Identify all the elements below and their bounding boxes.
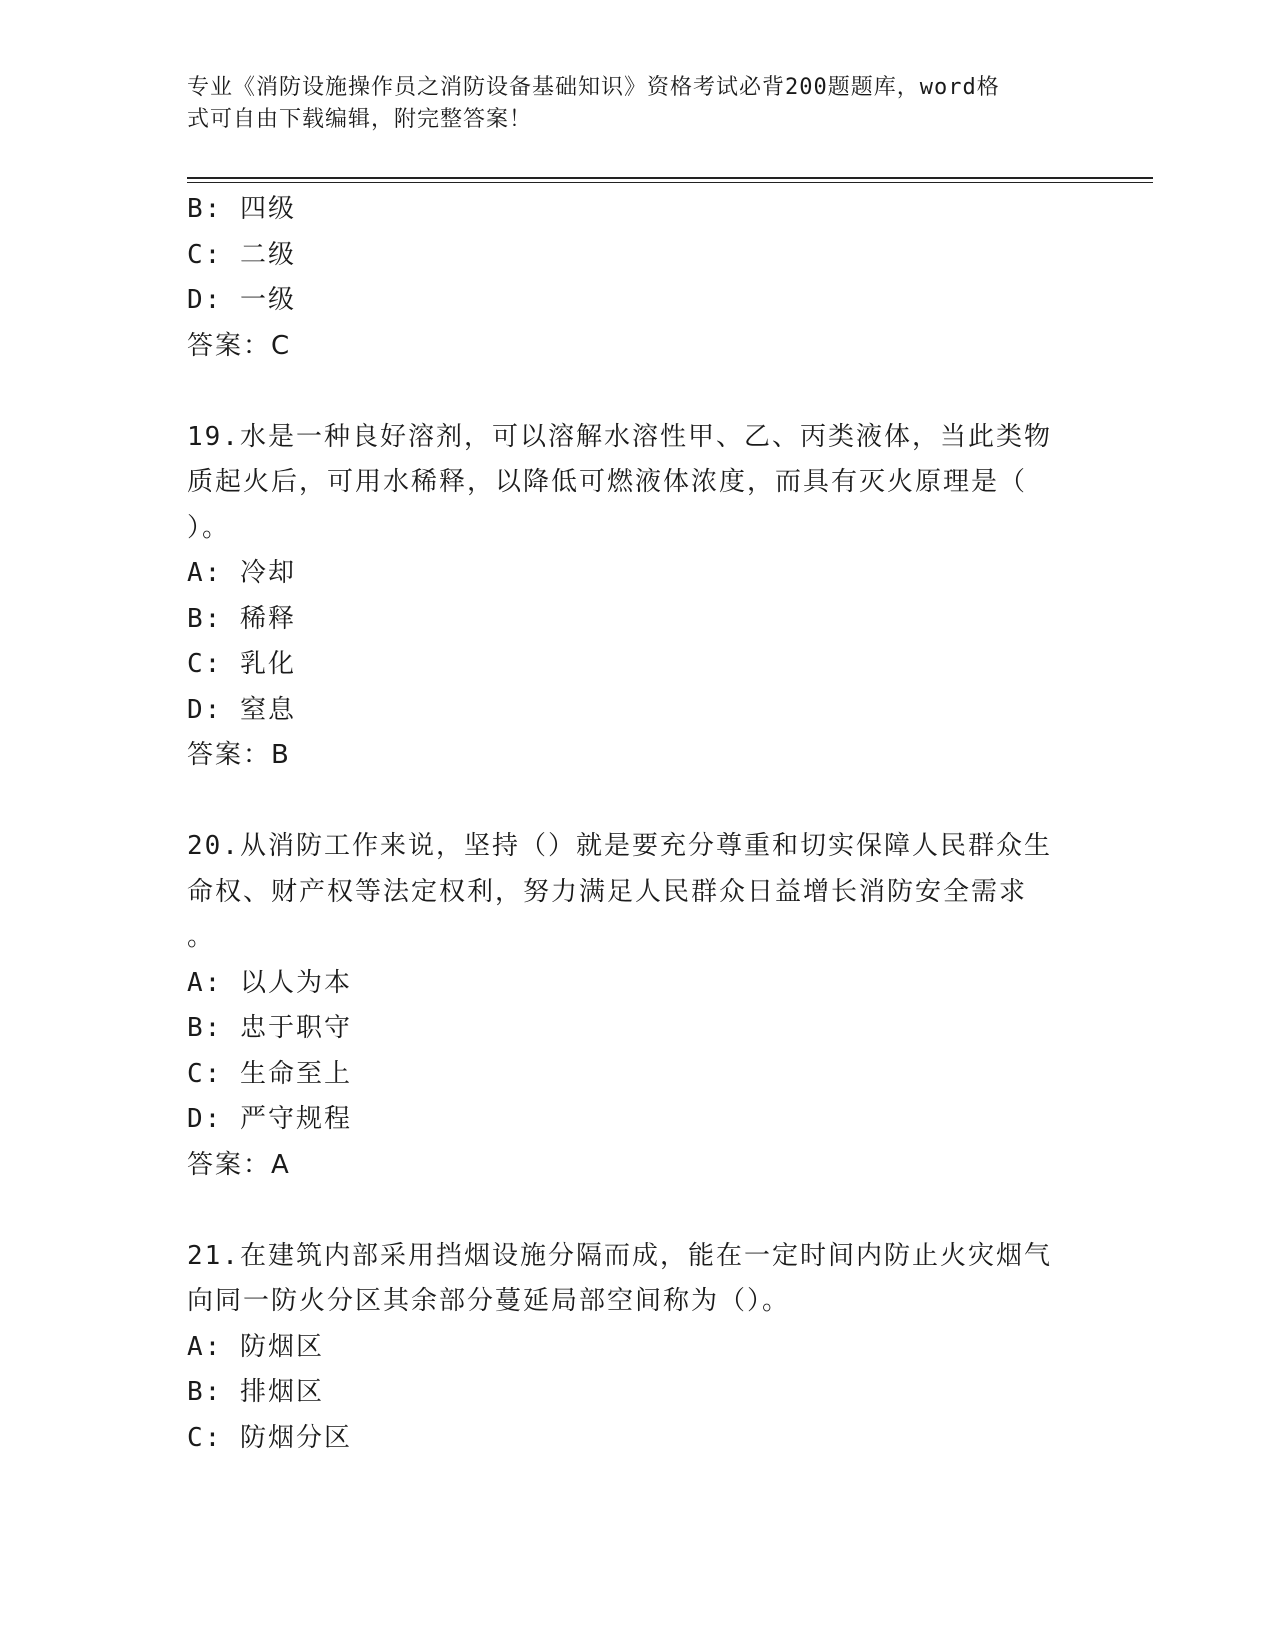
spacer bbox=[187, 779, 1087, 825]
answer-line: 答案：C bbox=[187, 330, 292, 361]
page-header bbox=[187, 72, 1067, 136]
option-c: C: 生命至上 bbox=[187, 1058, 352, 1089]
header-line-1: 专业《消防设施操作员之消防设备基础知识》资格考试必背200题题库，word格 bbox=[187, 75, 1000, 100]
question-19 bbox=[187, 415, 1087, 779]
spacer bbox=[187, 369, 1087, 415]
question-text-line: 质起火后，可用水稀释，以降低可燃液体浓度，而具有灭火原理是（ bbox=[187, 467, 1028, 497]
question-21 bbox=[187, 1234, 1087, 1462]
header-rule-thin bbox=[187, 182, 1153, 183]
option-c: C: 乳化 bbox=[187, 649, 296, 679]
option-a: A: 冷却 bbox=[187, 558, 296, 588]
header-line-2: 式可自由下载编辑，附完整答案！ bbox=[187, 107, 533, 132]
option-b: B: 四级 bbox=[187, 194, 296, 224]
option-c: C: 二级 bbox=[187, 239, 296, 270]
option-d: D: 一级 bbox=[187, 285, 296, 315]
option-d: D: 严守规程 bbox=[187, 1104, 352, 1134]
question-text-line: 19.水是一种良好溶剂，可以溶解水溶性甲、乙、丙类液体，当此类物 bbox=[187, 421, 1052, 452]
option-d: D: 窒息 bbox=[187, 694, 296, 725]
option-b: B: 忠于职守 bbox=[187, 1013, 352, 1043]
option-c: C: 防烟分区 bbox=[187, 1422, 352, 1453]
question-text-line: 命权、财产权等法定权利，努力满足人民群众日益增长消防安全需求 bbox=[187, 876, 1028, 907]
option-a: A: 以人为本 bbox=[187, 967, 352, 998]
answer-line: 答案：B bbox=[187, 740, 291, 770]
option-b: B: 排烟区 bbox=[187, 1377, 324, 1407]
option-a: A: 防烟区 bbox=[187, 1331, 324, 1362]
question-content bbox=[187, 187, 1087, 1461]
question-text-line: 向同一防火分区其余部分蔓延局部空间称为（）。 bbox=[187, 1286, 791, 1316]
question-text-line: 21.在建筑内部采用挡烟设施分隔而成，能在一定时间内防止火灾烟气 bbox=[187, 1240, 1052, 1271]
question-text-line: 。 bbox=[187, 922, 216, 952]
spacer bbox=[187, 1188, 1087, 1234]
question-text-line: ）。 bbox=[187, 512, 231, 543]
question-text-line: 20.从消防工作来说，坚持（）就是要充分尊重和切实保障人民群众生 bbox=[187, 831, 1052, 861]
option-b: B: 稀释 bbox=[187, 603, 296, 634]
answer-line: 答案：A bbox=[187, 1149, 291, 1180]
question-20 bbox=[187, 824, 1087, 1188]
header-rule-thick bbox=[187, 177, 1153, 179]
question-18-tail bbox=[187, 187, 1087, 369]
